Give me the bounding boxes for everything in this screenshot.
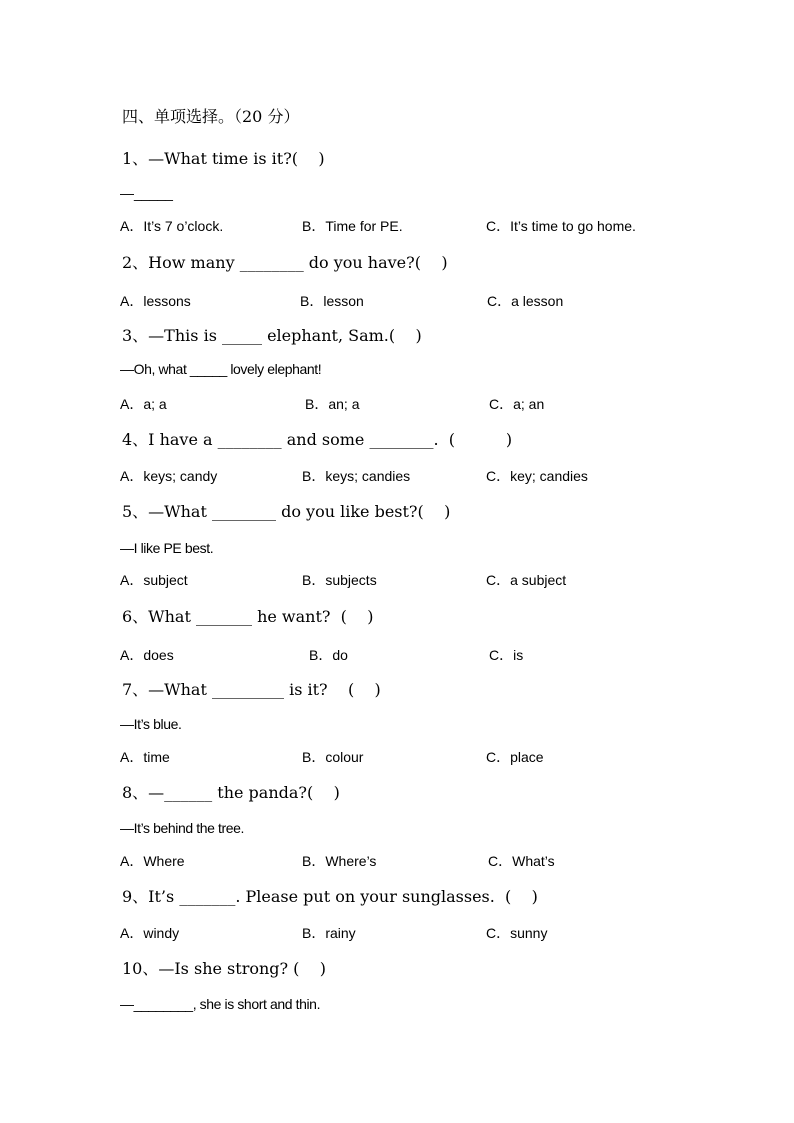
question-4-option-a: A．keys; candy [120,468,218,484]
question-10-stem: 10、—Is she strong? ( ) [122,959,327,978]
question-8-stem: 8、—______ the panda?( ) [122,783,340,802]
question-9-option-a: A．windy [120,925,180,941]
question-1-reply: —_____ [120,185,173,201]
question-2-option-a: A．lessons [120,293,191,309]
question-5-option-b: B．subjects [302,572,377,588]
question-4-option-c: C．key; candies [486,468,588,484]
question-2-option-c: C．a lesson [487,293,564,309]
question-2-option-b: B．lesson [300,293,364,309]
question-3-option-c: C．a; an [489,396,545,412]
question-1-option-c: C．It’s time to go home. [486,218,636,234]
question-7-option-b: B．colour [302,749,364,765]
section-title: 四、单项选择。（20 分） [122,107,300,126]
question-7-option-c: C．place [486,749,544,765]
question-1-option-b: B．Time for PE. [302,218,403,234]
question-6-option-c: C．is [489,647,524,663]
question-10-reply: —________, she is short and thin. [120,996,321,1012]
question-6-stem: 6、What _______ he want? ( ) [122,607,374,626]
question-5-stem: 5、—What ________ do you like best?( ) [122,502,451,521]
question-3-option-a: A．a; a [120,396,167,412]
question-3-stem: 3、—This is _____ elephant, Sam.( ) [122,326,422,345]
question-4-stem: 4、I have a ________ and some ________. ( ) [122,430,513,449]
question-2-stem: 2、How many ________ do you have?( ) [122,253,448,272]
question-5-reply: —I like PE best. [120,540,214,556]
question-7-stem: 7、—What _________ is it? ( ) [122,680,381,699]
question-1-option-a: A．It’s 7 o’clock. [120,218,224,234]
question-8-option-c: C．What’s [488,853,555,869]
question-7-reply: —It’s blue. [120,716,182,732]
question-6-option-b: B．do [309,647,348,663]
question-9-stem: 9、It’s _______. Please put on your sunglasses. ( ) [122,887,538,906]
question-9-option-c: C．sunny [486,925,548,941]
question-5-option-c: C．a subject [486,572,567,588]
question-4-option-b: B．keys; candies [302,468,411,484]
question-9-option-b: B．rainy [302,925,356,941]
question-6-option-a: A．does [120,647,174,663]
question-8-option-b: B．Where’s [302,853,377,869]
question-3-option-b: B．an; a [305,396,360,412]
question-7-option-a: A．time [120,749,170,765]
question-8-option-a: A．Where [120,853,185,869]
question-1-stem: 1、—What time is it?( ) [122,149,325,168]
question-3-reply: —Oh, what _____ lovely elephant! [120,361,322,377]
question-5-option-a: A．subject [120,572,188,588]
question-8-reply: —It’s behind the tree. [120,820,245,836]
